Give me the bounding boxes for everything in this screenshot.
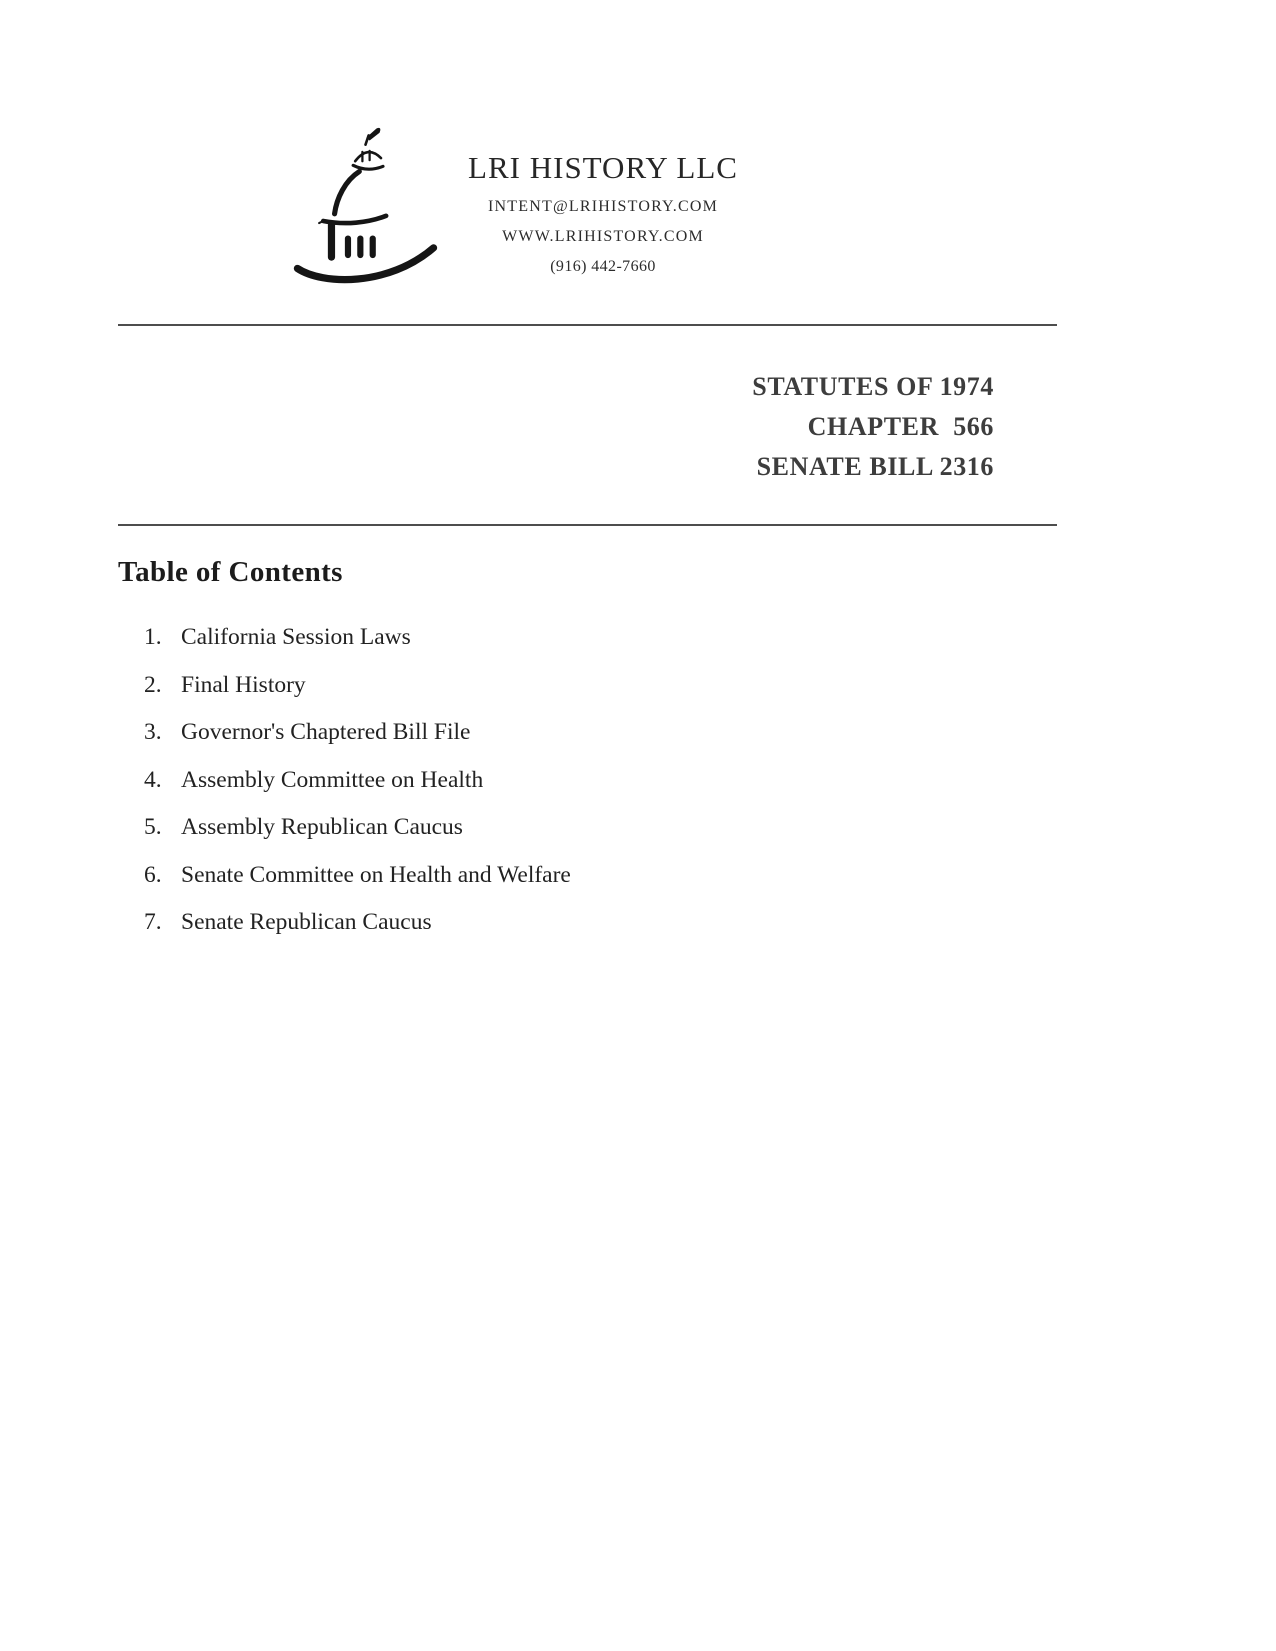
divider-bottom (118, 524, 1057, 526)
toc-item-number: 1. (144, 624, 162, 650)
letterhead (363, 150, 843, 276)
company-name: LRI HISTORY LLC (468, 150, 738, 185)
toc-item-number: 5. (144, 814, 162, 840)
toc-item-label: Governor's Chaptered Bill File (181, 719, 471, 745)
toc-item (144, 862, 571, 890)
email-text: INTENT@LRIHISTORY.COM (487, 198, 719, 215)
toc-item (144, 767, 571, 795)
toc-item-number: 3. (144, 719, 162, 745)
toc-item-label: Assembly Committee on Health (181, 766, 484, 793)
toc-list (144, 624, 571, 957)
toc-item-label: Senate Committee on Health and Welfare (181, 861, 571, 888)
toc-item (144, 909, 571, 937)
toc-item-number: 6. (144, 861, 162, 888)
toc-item-label: Assembly Republican Caucus (181, 814, 463, 840)
website-text: WWW.LRIHISTORY.COM (502, 228, 704, 245)
toc-item (144, 672, 571, 700)
toc-item-number: 4. (144, 766, 162, 793)
toc-item-number: 7. (144, 909, 162, 935)
toc-item-label: Senate Republican Caucus (181, 909, 432, 935)
chapter-line: CHAPTER 566 (807, 412, 994, 441)
toc-item (144, 624, 571, 652)
toc-item-label: Final History (181, 671, 306, 698)
toc-item (144, 719, 571, 747)
toc-heading: Table of Contents (118, 556, 343, 588)
senate-bill-line: SENATE BILL 2316 (756, 452, 994, 481)
toc-item-number: 2. (144, 671, 162, 698)
toc-item-label: California Session Laws (181, 624, 411, 650)
statutes-line: STATUTES OF 1974 (752, 372, 994, 401)
toc-item (144, 814, 571, 842)
divider-top (118, 324, 1057, 326)
phone-text: (916) 442-7660 (550, 258, 656, 275)
statute-title-block (560, 367, 994, 487)
